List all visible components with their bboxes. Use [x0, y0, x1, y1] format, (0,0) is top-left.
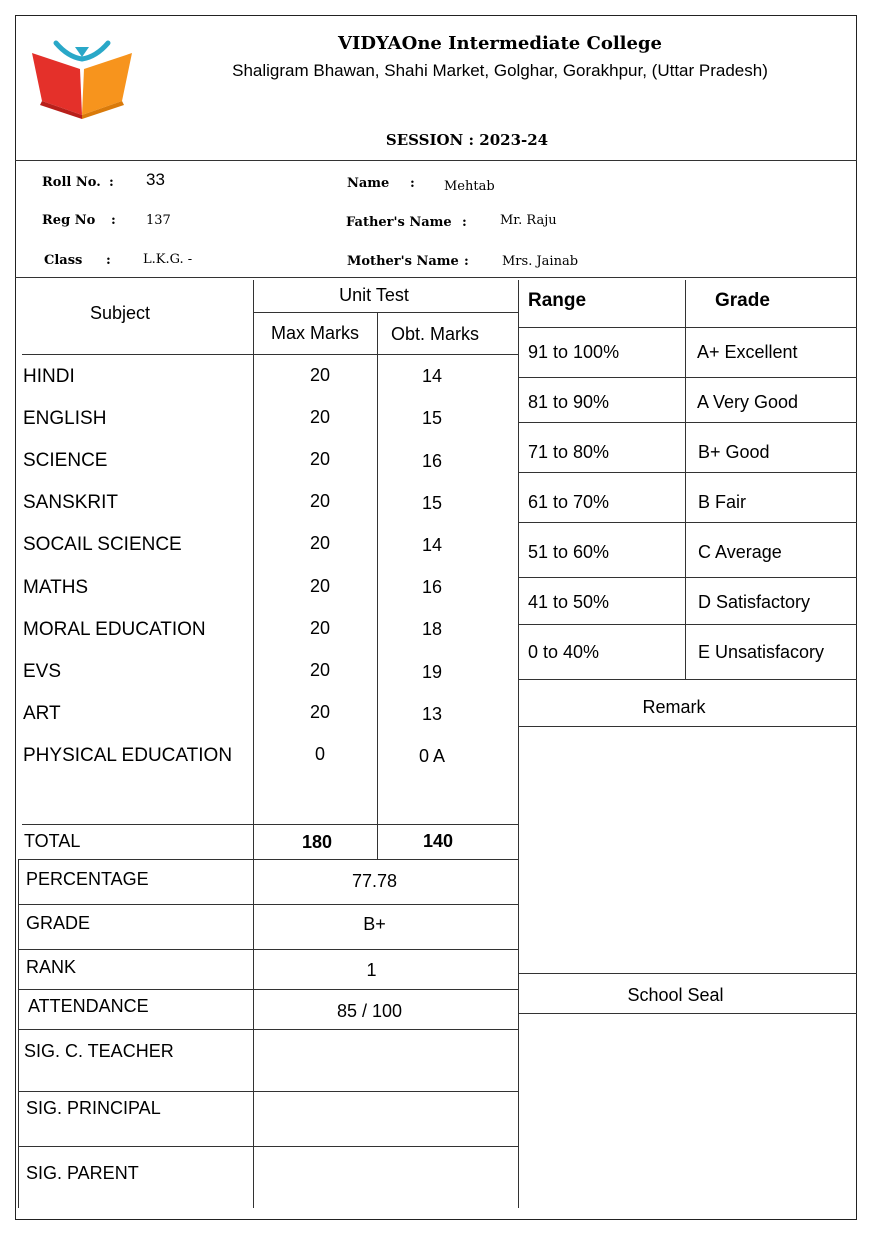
report-card-frame	[15, 15, 857, 1220]
obt-art: 13	[421, 704, 443, 724]
subject-art: ART	[23, 703, 61, 724]
total-obt: 140	[422, 831, 454, 851]
session-title: SESSION : 2023-24	[385, 131, 549, 149]
grade-label: GRADE	[26, 913, 91, 933]
grade-row: A+ Excellent	[697, 342, 798, 362]
obt-evs: 19	[421, 662, 443, 682]
college-address: Shaligram Bhawan, Shahi Market, Golghar, Gorakhpur, (Uttar Pradesh)	[232, 61, 768, 80]
grade-value: B+	[363, 914, 386, 934]
class-label: Class	[44, 253, 83, 268]
range-row: 61 to 70%	[528, 492, 610, 512]
sig-principal-label: SIG. PRINCIPAL	[26, 1098, 161, 1118]
unit-test-header: Unit Test	[339, 285, 409, 305]
remark-label: Remark	[642, 697, 706, 717]
range-row: 71 to 80%	[528, 442, 610, 462]
grade-row: C Average	[698, 542, 782, 562]
subject-evs: EVS	[23, 661, 62, 682]
roll-label: Roll No.	[42, 175, 101, 190]
rank-label: RANK	[26, 957, 77, 977]
mother-label: Mother's Name	[347, 254, 459, 269]
obt-moral-education: 18	[421, 619, 443, 639]
range-row: 41 to 50%	[528, 592, 610, 612]
subject-moral-education: MORAL EDUCATION	[23, 619, 206, 640]
sig-teacher-label: SIG. C. TEACHER	[24, 1041, 174, 1061]
father-label: Father's Name	[346, 215, 452, 230]
grade-header: Grade	[715, 290, 770, 311]
obt-science: 16	[421, 451, 443, 471]
roll-value: 33	[146, 170, 165, 189]
grade-row: E Unsatisfacory	[698, 642, 825, 662]
max-science: 20	[309, 449, 331, 469]
school-seal-label: School Seal	[627, 985, 724, 1005]
max-hindi: 20	[309, 365, 331, 385]
obt-sanskrit: 15	[421, 493, 443, 513]
range-row: 0 to 40%	[528, 642, 600, 662]
max-maths: 20	[309, 576, 331, 596]
subject-social-science: SOCAIL SCIENCE	[23, 534, 182, 555]
reg-label: Reg No	[42, 213, 96, 228]
max-art: 20	[309, 702, 331, 722]
max-social-science: 20	[309, 533, 331, 553]
name-label: Name	[347, 176, 390, 191]
range-row: 91 to 100%	[528, 342, 620, 362]
max-evs: 20	[309, 660, 331, 680]
percentage-value: 77.78	[351, 871, 398, 891]
reg-value: 137	[146, 213, 171, 228]
subject-hindi: HINDI	[23, 366, 75, 387]
attendance-label: ATTENDANCE	[28, 996, 149, 1016]
subject-science: SCIENCE	[23, 450, 108, 471]
subject-maths: MATHS	[23, 577, 89, 598]
max-marks-header: Max Marks	[270, 323, 359, 343]
mother-value: Mrs. Jainab	[502, 254, 579, 269]
obt-hindi: 14	[421, 366, 443, 386]
max-english: 20	[309, 407, 331, 427]
max-physical-education: 0	[314, 744, 325, 764]
grade-row: B Fair	[698, 492, 747, 512]
subject-sanskrit: SANSKRIT	[23, 492, 119, 513]
book-logo-icon	[28, 35, 136, 125]
max-moral-education: 20	[309, 618, 331, 638]
obt-english: 15	[421, 408, 443, 428]
obt-physical-education: 0 A	[418, 746, 446, 766]
range-row: 51 to 60%	[528, 542, 610, 562]
obt-maths: 16	[421, 577, 443, 597]
range-header: Range	[528, 290, 587, 311]
subject-header: Subject	[89, 303, 151, 323]
attendance-value: 85 / 100	[336, 1001, 403, 1021]
total-label: TOTAL	[24, 831, 81, 851]
obt-marks-header: Obt. Marks	[390, 324, 479, 344]
range-row: 81 to 90%	[528, 392, 610, 412]
father-value: Mr. Raju	[500, 213, 557, 228]
name-value: Mehtab	[444, 179, 495, 194]
obt-social-science: 14	[421, 535, 443, 555]
grade-row: D Satisfactory	[698, 592, 811, 612]
subject-english: ENGLISH	[23, 408, 107, 429]
rank-value: 1	[366, 960, 377, 980]
total-max: 180	[301, 832, 333, 852]
grade-row: B+ Good	[698, 442, 770, 462]
college-name: VIDYAOne Intermediate College	[337, 33, 663, 54]
max-sanskrit: 20	[309, 491, 331, 511]
subject-physical-education: PHYSICAL EDUCATION	[23, 745, 233, 766]
sig-parent-label: SIG. PARENT	[26, 1163, 139, 1183]
class-value: L.K.G. -	[143, 252, 193, 267]
grade-row: A Very Good	[697, 392, 799, 412]
percentage-label: PERCENTAGE	[26, 869, 149, 889]
